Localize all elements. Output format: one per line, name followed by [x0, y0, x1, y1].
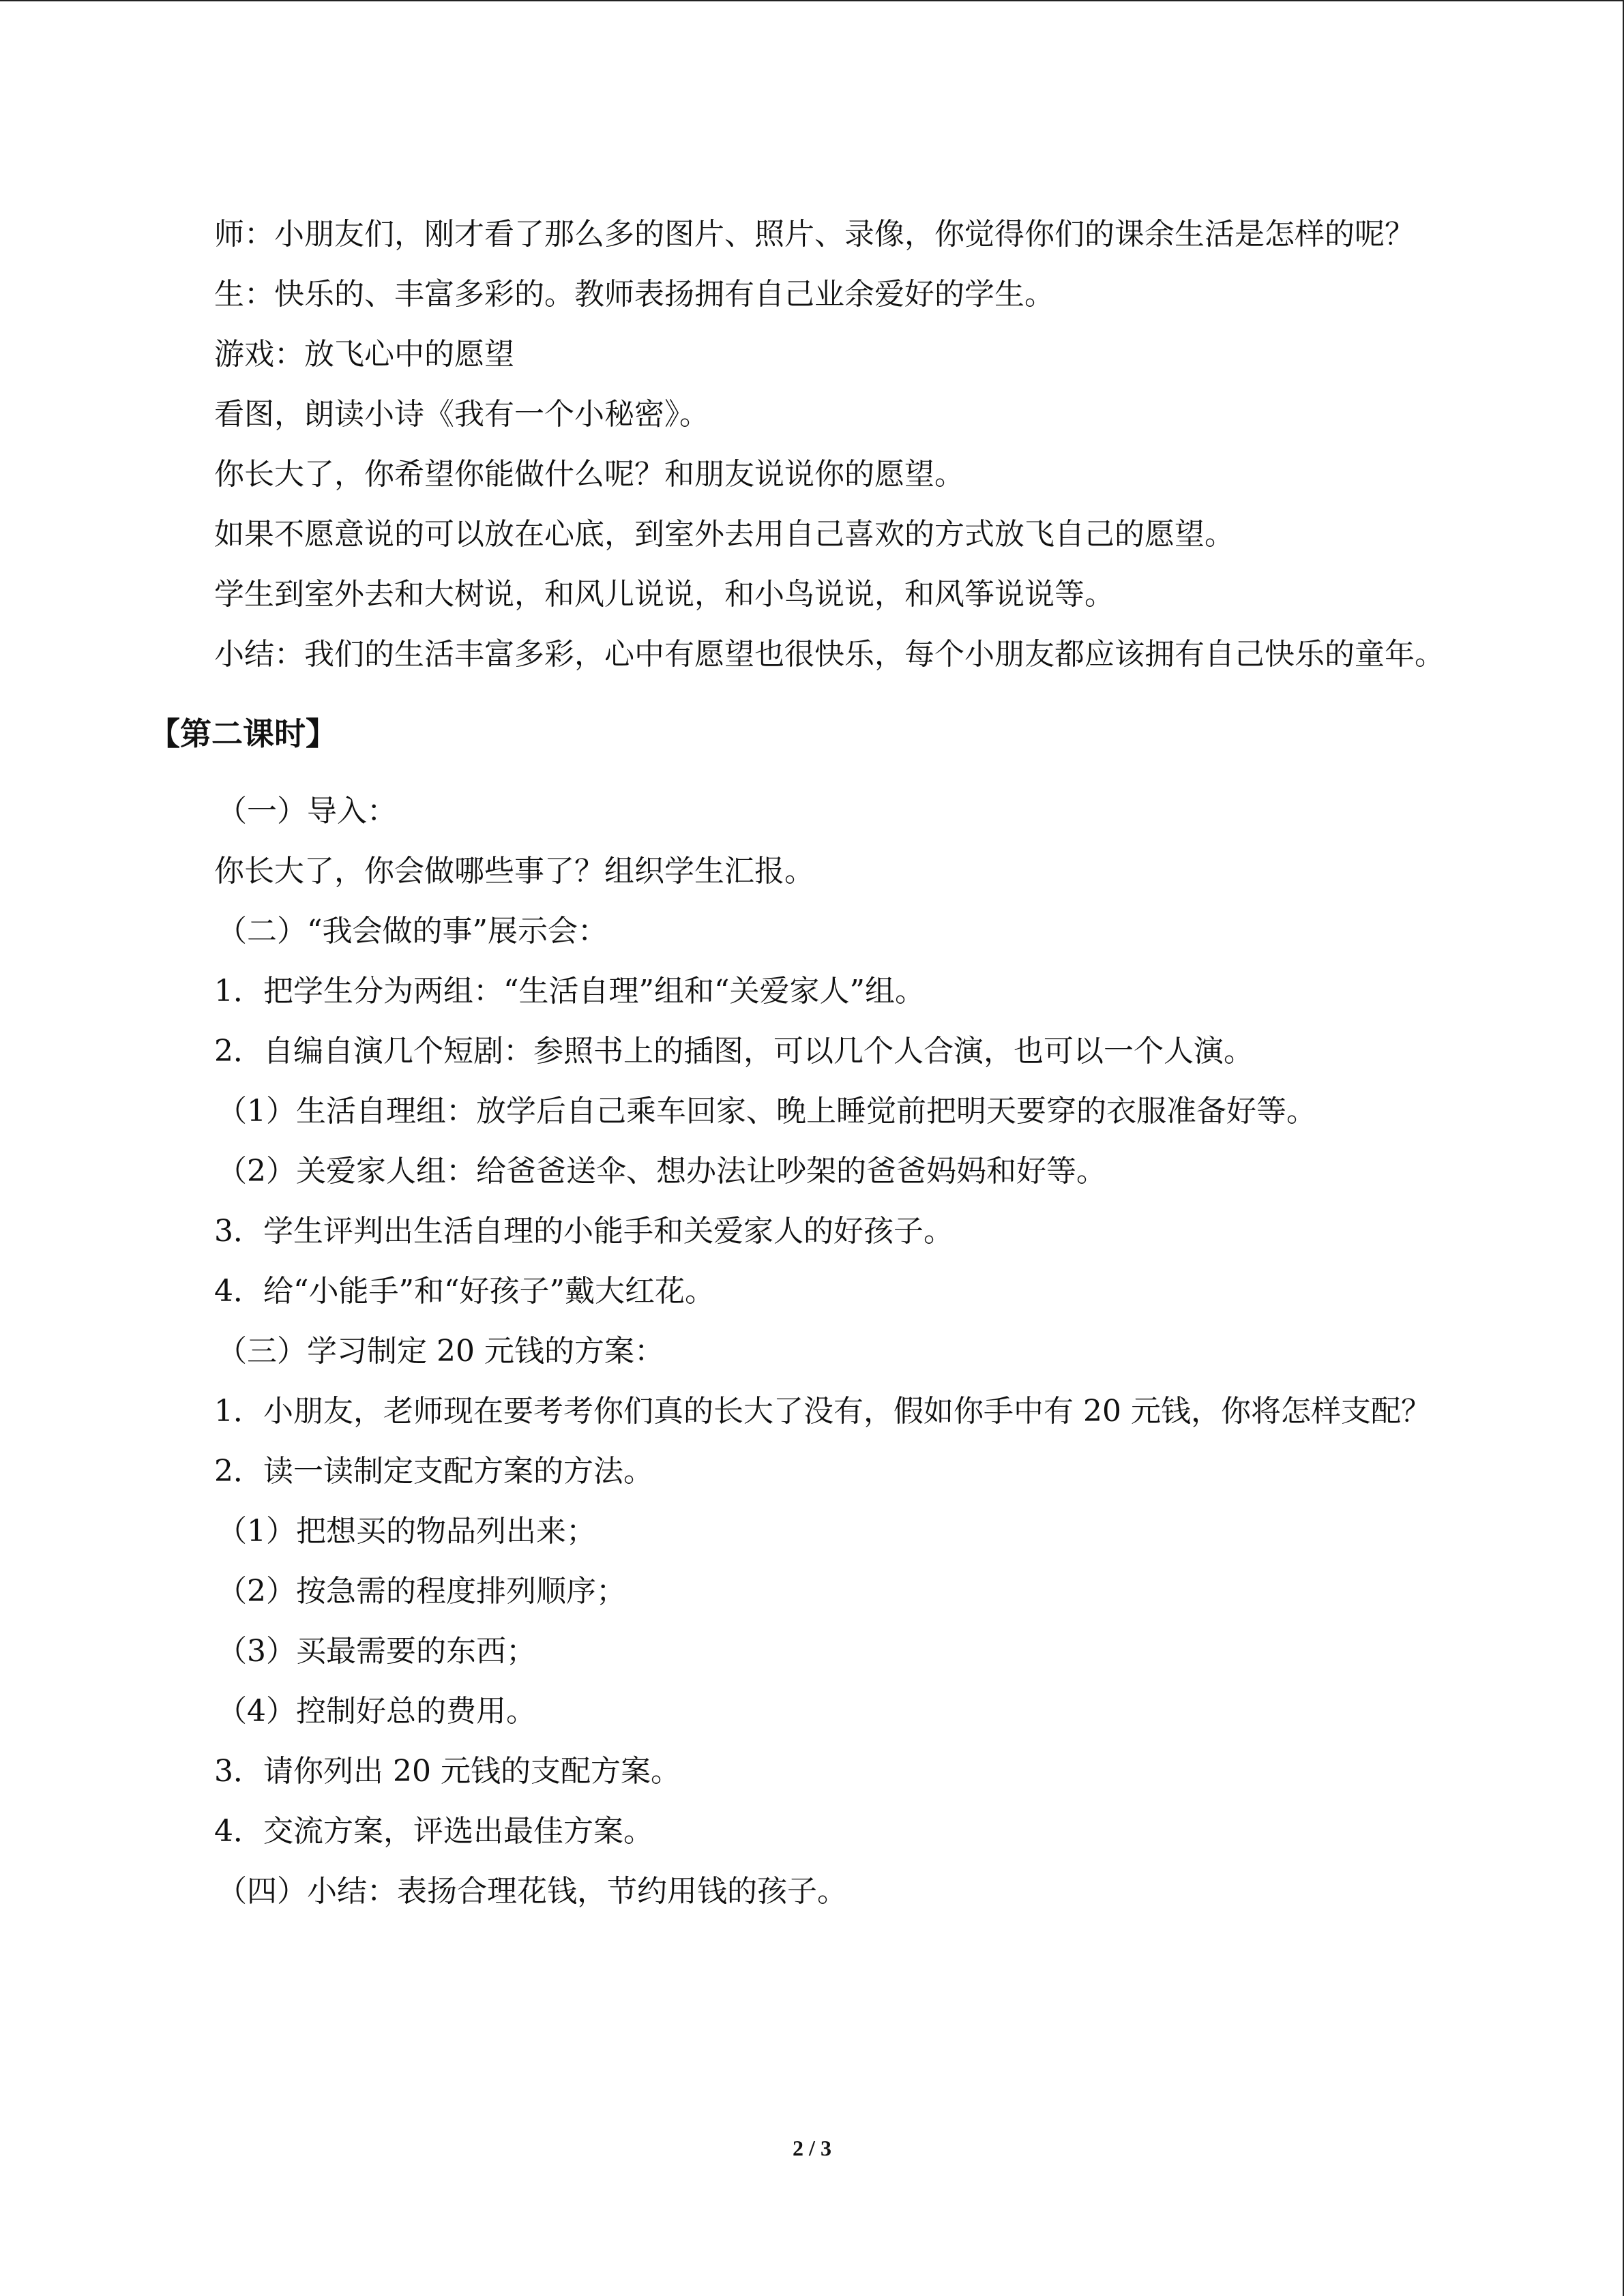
list-item: 4．给“小能手”和“好孩子”戴大红花。: [214, 1274, 715, 1309]
paragraph: 如果不愿意说的可以放在心底，到室外去用自己喜欢的方式放飞自己的愿望。: [214, 517, 1235, 552]
sub-list-item: （1）生活自理组：放学后自己乘车回家、晚上睡觉前把明天要穿的衣服准备好等。: [217, 1094, 1316, 1129]
document-body: [149, 205, 1465, 1922]
section-label: （一）导入：: [217, 794, 397, 829]
paragraph: 学生到室外去和大树说，和风儿说说，和小鸟说说，和风筝说说等。: [214, 577, 1114, 612]
paragraph: 你长大了，你希望你能做什么呢？和朋友说说你的愿望。: [214, 457, 964, 492]
list-item: 3．学生评判出生活自理的小能手和关爱家人的好孩子。: [214, 1214, 954, 1249]
sub-list-item: （1）把想买的物品列出来；: [217, 1514, 596, 1549]
section-label: （三）学习制定 20 元钱的方案：: [217, 1334, 664, 1369]
list-item: 4．交流方案，评选出最佳方案。: [214, 1814, 653, 1849]
paragraph: 师：小朋友们，刚才看了那么多的图片、照片、录像，你觉得你们的课余生活是怎样的呢？: [214, 217, 1415, 252]
list-item: 3．请你列出 20 元钱的支配方案。: [214, 1754, 681, 1789]
paragraph: 游戏：放飞心中的愿望: [214, 337, 514, 372]
sub-list-item: （2）关爱家人组：给爸爸送伞、想办法让吵架的爸爸妈妈和好等。: [217, 1154, 1106, 1189]
sub-list-item: （2）按急需的程度排列顺序；: [217, 1574, 626, 1609]
sub-list-item: （4）控制好总的费用。: [217, 1694, 536, 1729]
paragraph: 看图，朗读小诗《我有一个小秘密》。: [214, 397, 709, 432]
paragraph: 小结：我们的生活丰富多彩，心中有愿望也很快乐，每个小朋友都应该拥有自己快乐的童年。: [214, 637, 1445, 672]
page-number: 2 / 3: [793, 2136, 831, 2160]
section-label: （四）小结：表扬合理花钱，节约用钱的孩子。: [217, 1874, 847, 1909]
paragraph: 生：快乐的、丰富多彩的。教师表扬拥有自己业余爱好的学生。: [214, 277, 1054, 312]
list-item: 1．把学生分为两组：“生活自理”组和“关爱家人”组。: [214, 974, 925, 1009]
section-heading: 【第二课时】: [149, 715, 337, 752]
list-item: 2．读一读制定支配方案的方法。: [214, 1454, 653, 1489]
sub-list-item: （3）买最需要的东西；: [217, 1634, 536, 1669]
section-label: （二）“我会做的事”展示会：: [217, 914, 608, 949]
paragraph: 你长大了，你会做哪些事了？组织学生汇报。: [214, 854, 814, 889]
list-item: 1．小朋友，老师现在要考考你们真的长大了没有，假如你手中有 20 元钱，你将怎样支配？: [214, 1394, 1431, 1429]
list-item: 2．自编自演几个短剧：参照书上的插图，可以几个人合演，也可以一个人演。: [214, 1034, 1254, 1069]
